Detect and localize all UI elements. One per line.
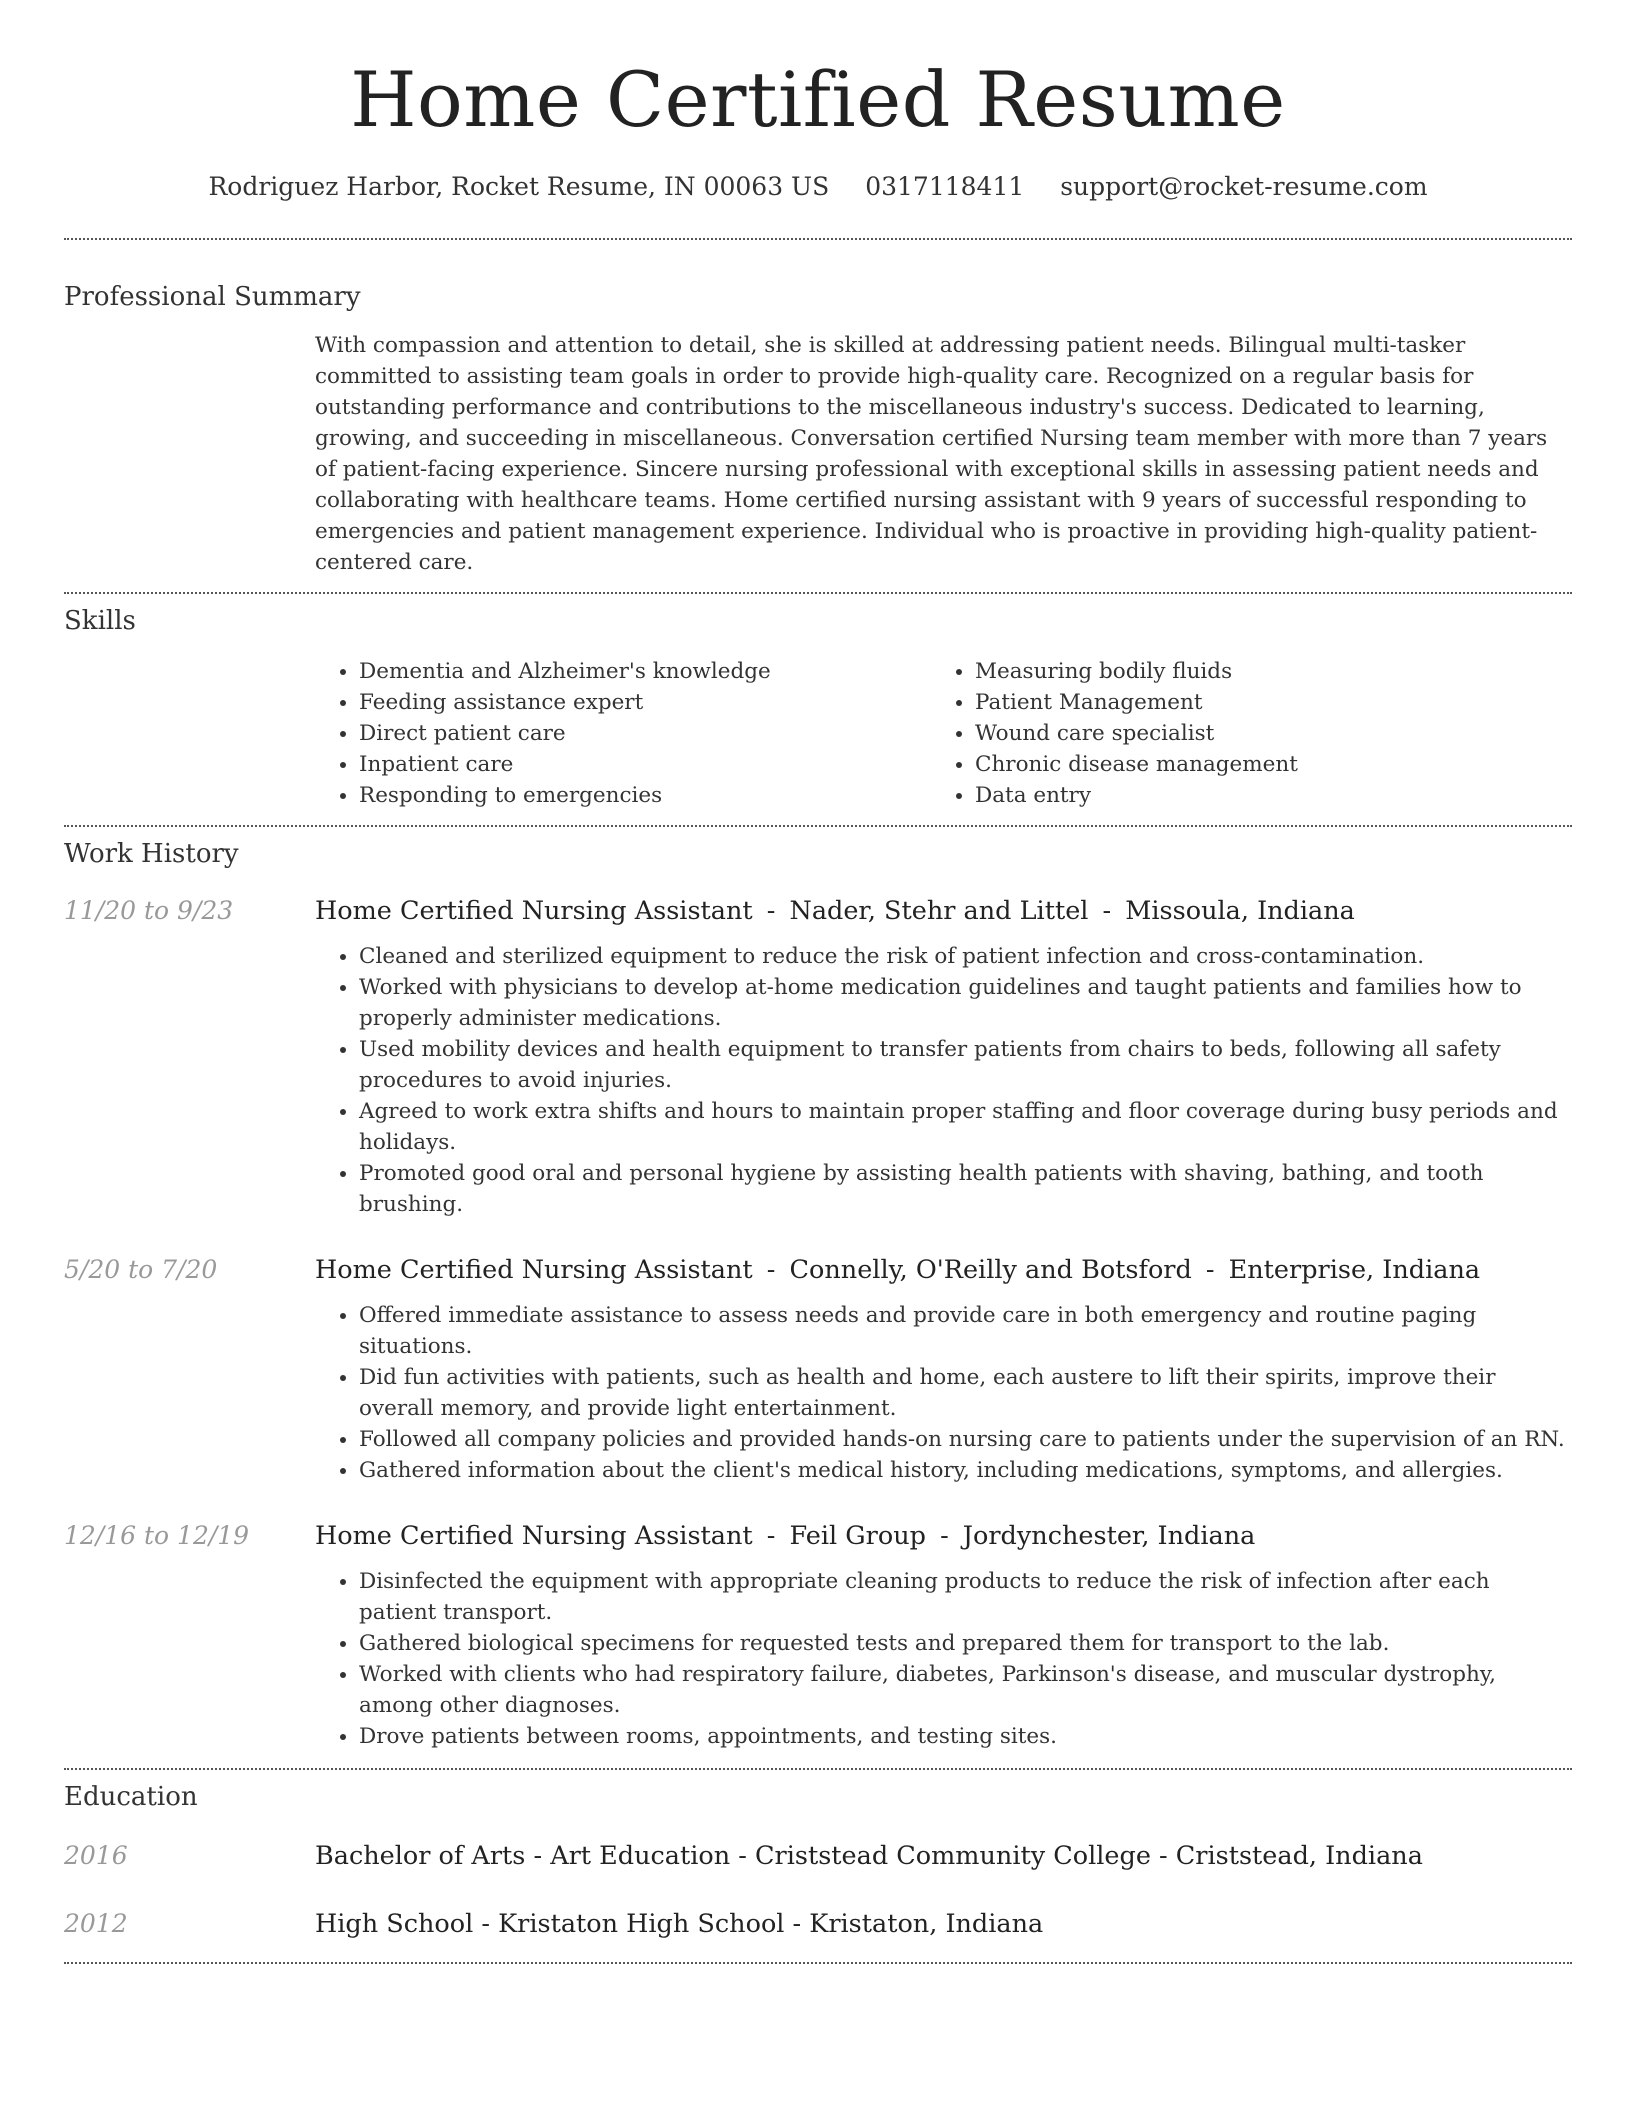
job-bullet: • Worked with clients who had respiratory failure, diabetes, Parkinson's disease, and muscular dystrophy, among other diagnoses.	[359, 1659, 1572, 1721]
job-body	[315, 893, 1572, 1220]
section-title-work-history: Work History	[64, 839, 239, 869]
education-year: 2012	[64, 1909, 128, 1938]
skill-item: • Patient Management	[975, 687, 1531, 718]
job-bullet: • Cleaned and sterilized equipment to reduce the risk of patient infection and cross-contamination.	[359, 941, 1572, 972]
section-title-summary: Professional Summary	[64, 282, 361, 312]
job-bullet: • Agreed to work extra shifts and hours to maintain proper staffing and floor coverage during busy periods and holidays.	[359, 1096, 1572, 1158]
job-company: Connelly, O'Reilly and Botsford	[789, 1255, 1192, 1285]
job-role: Home Certified Nursing Assistant	[315, 1255, 753, 1285]
contact-email[interactable]: support@rocket-resume.com	[1060, 172, 1428, 201]
job-bullet: • Followed all company policies and provided hands-on nursing care to patients under the supervision of an RN.	[359, 1424, 1572, 1455]
job-entry	[64, 1252, 1572, 1486]
job-bullet: • Gathered information about the client's medical history, including medications, symptoms, and allergies.	[359, 1455, 1572, 1486]
job-role: Home Certified Nursing Assistant	[315, 1521, 753, 1551]
skill-item: • Responding to emergencies	[359, 780, 931, 811]
summary-text: With compassion and attention to detail, she is skilled at addressing patient needs. Bilingual multi-tasker committed to assisting team goals in order to provide high-quality care. Recognized on a regular basis for outstanding performance and contributions to the miscellaneous industry's success. Dedicated to learning, growing, and succeeding in miscellaneous. Conversation certified Nursing team member with more than 7 years of patient-facing experience. Sincere nursing professional with exceptional skills in assessing patient needs and collaborating with healthcare teams. Home certified nursing assistant with 9 years of successful responding to emergencies and patient management experience. Individual who is proactive in providing high-quality patient-centered care.	[315, 333, 1548, 575]
job-heading: Home Certified Nursing Assistant - Nader, Stehr and Littel - Missoula, Indiana	[315, 896, 1355, 926]
job-location: Enterprise, Indiana	[1228, 1255, 1481, 1285]
divider	[64, 1768, 1572, 1770]
job-company: Feil Group	[789, 1521, 926, 1551]
job-bullet: • Offered immediate assistance to assess needs and provide care in both emergency and routine paging situations.	[359, 1300, 1572, 1362]
skill-item: • Inpatient care	[359, 749, 931, 780]
job-heading: Home Certified Nursing Assistant - Feil Group - Jordynchester, Indiana	[315, 1521, 1256, 1551]
job-bullet: • Promoted good oral and personal hygiene by assisting health patients with shaving, bathing, and tooth brushing.	[359, 1158, 1572, 1220]
skill-item: • Direct patient care	[359, 718, 931, 749]
education-text: High School - Kristaton High School - Kristaton, Indiana	[315, 1909, 1044, 1939]
skill-item: • Chronic disease management	[975, 749, 1531, 780]
contact-line	[64, 170, 1572, 204]
job-bullet: • Drove patients between rooms, appointments, and testing sites.	[359, 1721, 1572, 1752]
job-bullet: • Worked with physicians to develop at-home medication guidelines and taught patients and families how to properly administer medications.	[359, 972, 1572, 1034]
contact-phone: 0317118411	[865, 172, 1025, 201]
section-title-education: Education	[64, 1782, 198, 1812]
job-company: Nader, Stehr and Littel	[789, 896, 1089, 926]
job-bullet: • Disinfected the equipment with appropriate cleaning products to reduce the risk of infection after each patient transport.	[359, 1566, 1572, 1628]
job-bullets	[315, 1300, 1572, 1486]
resume-page	[64, 0, 1572, 1964]
skill-item: • Measuring bodily fluids	[975, 656, 1531, 687]
job-body	[315, 1252, 1572, 1486]
divider	[64, 825, 1572, 827]
education-year: 2016	[64, 1841, 128, 1870]
skill-item: • Wound care specialist	[975, 718, 1531, 749]
education-entry	[64, 1906, 1572, 1942]
job-bullet: • Gathered biological specimens for requested tests and prepared them for transport to the lab.	[359, 1628, 1572, 1659]
divider	[64, 1962, 1572, 1964]
skills-column-left	[315, 656, 931, 811]
job-entry	[64, 1518, 1572, 1752]
contact-address: Rodriguez Harbor, Rocket Resume, IN 00063 US	[208, 172, 830, 201]
skills-column-right	[931, 656, 1531, 811]
job-body	[315, 1518, 1572, 1752]
skill-item: • Dementia and Alzheimer's knowledge	[359, 656, 931, 687]
skill-item: • Feeding assistance expert	[359, 687, 931, 718]
education-entry	[64, 1838, 1572, 1874]
job-heading: Home Certified Nursing Assistant - Connelly, O'Reilly and Botsford - Enterprise, Indiana	[315, 1255, 1481, 1285]
job-dates: 11/20 to 9/23	[64, 896, 234, 925]
job-dates: 5/20 to 7/20	[64, 1255, 218, 1284]
job-location: Jordynchester, Indiana	[962, 1521, 1256, 1551]
job-dates: 12/16 to 12/19	[64, 1521, 250, 1550]
job-location: Missoula, Indiana	[1125, 896, 1355, 926]
job-bullet: • Did fun activities with patients, such as health and home, each austere to lift their spirits, improve their overall memory, and provide light entertainment.	[359, 1362, 1572, 1424]
job-role: Home Certified Nursing Assistant	[315, 896, 753, 926]
section-title-skills: Skills	[64, 606, 136, 636]
divider	[64, 238, 1572, 240]
job-entry	[64, 893, 1572, 1220]
resume-name: Home Certified Resume	[350, 55, 1286, 144]
skill-item: • Data entry	[975, 780, 1531, 811]
skills-list	[315, 656, 1572, 811]
job-bullets	[315, 941, 1572, 1220]
education-text: Bachelor of Arts - Art Education - Criststead Community College - Criststead, Indiana	[315, 1841, 1423, 1871]
job-bullets	[315, 1566, 1572, 1752]
job-bullet: • Used mobility devices and health equipment to transfer patients from chairs to beds, following all safety procedures to avoid injuries.	[359, 1034, 1572, 1096]
divider	[64, 592, 1572, 594]
